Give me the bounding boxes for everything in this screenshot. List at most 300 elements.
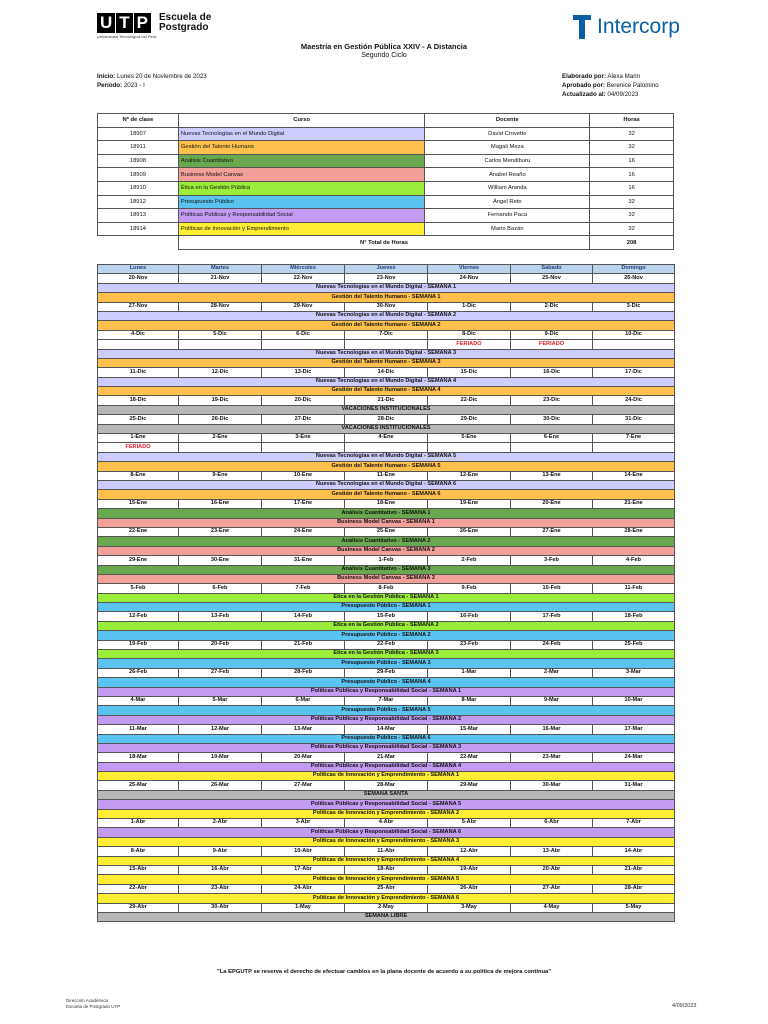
- date-cell: 27-Ene: [511, 527, 593, 536]
- session-row: [98, 311, 675, 320]
- course-code: 18907: [98, 127, 179, 141]
- session-row: [98, 546, 675, 555]
- session-band: Políticas Públicas y Responsabilidad Social - SEMANA 1: [98, 687, 675, 696]
- session-row: [98, 772, 675, 781]
- date-cell: 20-Feb: [179, 640, 262, 649]
- date-cell: 19-Ene: [428, 499, 511, 508]
- date-row: [98, 725, 675, 734]
- course-code: 18914: [98, 222, 179, 236]
- session-row: [98, 358, 675, 367]
- course-code: 18913: [98, 209, 179, 223]
- session-row: [98, 678, 675, 687]
- date-cell: 5-Dic: [179, 330, 262, 339]
- session-row: [98, 293, 675, 302]
- session-row: [98, 490, 675, 499]
- date-cell: 15-Ene: [98, 499, 179, 508]
- date-cell: 4-May: [511, 903, 593, 912]
- date-cell: 28-Nov: [179, 302, 262, 311]
- date-row: [98, 556, 675, 565]
- session-band: Políticas Públicas y Responsabilidad Social - SEMANA 5: [98, 800, 675, 809]
- col-header-course: Curso: [178, 114, 425, 128]
- utp-school-line1: Escuela de: [159, 12, 212, 23]
- date-cell: 21-Nov: [179, 274, 262, 283]
- session-band: Análisis Cuantitativo - SEMANA 1: [98, 509, 675, 518]
- empty-cell: [593, 340, 675, 349]
- page-title: Maestría en Gestión Pública XXIV - A Distancia: [300, 42, 468, 51]
- holiday-cell: FERIADO: [428, 340, 511, 349]
- date-cell: 28-Ene: [593, 527, 675, 536]
- date-cell: 20-Abr: [511, 866, 593, 875]
- date-cell: 23-Nov: [345, 274, 428, 283]
- date-cell: 25-Dic: [98, 415, 179, 424]
- session-band: SEMANA SANTA: [98, 790, 675, 799]
- date-row: [98, 903, 675, 912]
- date-row: [98, 819, 675, 828]
- date-cell: 20-Ene: [511, 499, 593, 508]
- date-cell: 25-Nov: [511, 274, 593, 283]
- session-band: Políticas Públicas y Responsabilidad Social - SEMANA 2: [98, 715, 675, 724]
- course-hours: 32: [590, 141, 674, 155]
- utp-logo: [97, 13, 237, 41]
- date-row: [98, 368, 675, 377]
- date-cell: 31-Mar: [593, 781, 675, 790]
- course-teacher: Ángel Reto: [425, 195, 590, 209]
- date-cell: 27-Feb: [179, 668, 262, 677]
- date-cell: 2-Dic: [511, 302, 593, 311]
- session-band: Business Model Canvas - SEMANA 2: [98, 546, 675, 555]
- intercorp-logo: [573, 15, 693, 41]
- date-cell: 10-Abr: [262, 847, 345, 856]
- date-cell: 2-Abr: [179, 819, 262, 828]
- session-band: SEMANA LIBRE: [98, 912, 675, 921]
- session-band: Ética en la Gestión Pública - SEMANA 1: [98, 593, 675, 602]
- date-cell: 12-Feb: [98, 612, 179, 621]
- calendar-table: [97, 264, 675, 922]
- session-row: [98, 828, 675, 837]
- session-row: [98, 912, 675, 921]
- session-row: [98, 743, 675, 752]
- utp-letter: P: [134, 13, 151, 33]
- course-name: Análisis Cuantitativo: [178, 154, 425, 168]
- date-cell: 1-Ene: [98, 434, 179, 443]
- session-row: [98, 800, 675, 809]
- course-name: Políticas Públicas y Responsabilidad Social: [178, 209, 425, 223]
- total-hours-value: 208: [590, 236, 674, 250]
- empty-cell: [262, 340, 345, 349]
- date-cell: 26-Mar: [179, 781, 262, 790]
- date-cell: 27-Mar: [262, 781, 345, 790]
- session-band: Presupuesto Público - SEMANA 3: [98, 659, 675, 668]
- course-code: 18908: [98, 154, 179, 168]
- elaborado-label: Elaborado por:: [562, 73, 607, 80]
- date-cell: 2-Mar: [511, 668, 593, 677]
- session-row: [98, 734, 675, 743]
- date-cell: 6-Abr: [511, 819, 593, 828]
- date-cell: 5-Abr: [428, 819, 511, 828]
- session-row: [98, 603, 675, 612]
- date-row: [98, 781, 675, 790]
- session-band: Presupuesto Público - SEMANA 5: [98, 706, 675, 715]
- day-header: Miércoles: [262, 265, 345, 274]
- utp-letter: U: [97, 13, 115, 33]
- date-row: [98, 753, 675, 762]
- periodo-value: 2023 - I: [123, 82, 145, 89]
- date-cell: 4-Dic: [98, 330, 179, 339]
- date-cell: 13-Feb: [179, 612, 262, 621]
- course-teacher: William Aranda: [425, 181, 590, 195]
- date-cell: 1-May: [262, 903, 345, 912]
- date-cell: 27-Nov: [98, 302, 179, 311]
- session-row: [98, 875, 675, 884]
- session-row: [98, 565, 675, 574]
- session-row: [98, 321, 675, 330]
- course-teacher: David Crovetto: [425, 127, 590, 141]
- session-band: Políticas Públicas y Responsabilidad Social - SEMANA 6: [98, 828, 675, 837]
- footer-line1: Dirección Académica: [66, 998, 109, 1003]
- date-cell: 8-Mar: [428, 696, 511, 705]
- date-cell: 19-Abr: [428, 866, 511, 875]
- date-cell: 4-Ene: [345, 434, 428, 443]
- empty-cell: [428, 443, 511, 452]
- empty-cell: [593, 443, 675, 452]
- session-row: [98, 706, 675, 715]
- date-cell: 22-Nov: [262, 274, 345, 283]
- empty-cell: [511, 443, 593, 452]
- session-band: Análisis Cuantitativo - SEMANA 2: [98, 537, 675, 546]
- date-cell: 9-Abr: [179, 847, 262, 856]
- session-band: Análisis Cuantitativo - SEMANA 3: [98, 565, 675, 574]
- empty-cell: [179, 443, 262, 452]
- session-row: [98, 715, 675, 724]
- session-row: [98, 650, 675, 659]
- course-name: Nuevas Tecnologías en el Mundo Digital: [178, 127, 425, 141]
- intercorp-name: Intercorp: [597, 15, 680, 38]
- course-hours: 16: [590, 181, 674, 195]
- date-cell: 24-Dic: [593, 396, 675, 405]
- date-cell: 18-Ene: [345, 499, 428, 508]
- session-row: [98, 894, 675, 903]
- session-row: [98, 462, 675, 471]
- date-cell: 30-Nov: [345, 302, 428, 311]
- date-cell: 13-Abr: [511, 847, 593, 856]
- page-subtitle: Segundo Ciclo: [361, 52, 407, 59]
- course-code: 18911: [98, 141, 179, 155]
- date-cell: 8-Dic: [428, 330, 511, 339]
- empty-cell: [98, 340, 179, 349]
- date-cell: 3-Abr: [262, 819, 345, 828]
- date-row: [98, 527, 675, 536]
- col-header-hours: Horas: [590, 114, 674, 128]
- date-row: [98, 584, 675, 593]
- session-band: Nuevas Tecnologías en el Mundo Digital - SEMANA 2: [98, 311, 675, 320]
- date-cell: 23-Dic: [511, 396, 593, 405]
- session-band: Nuevas Tecnologías en el Mundo Digital - SEMANA 6: [98, 480, 675, 489]
- day-header: Lunes: [98, 265, 179, 274]
- session-band: Gestión del Talento Humano - SEMANA 5: [98, 462, 675, 471]
- session-band: Business Model Canvas - SEMANA 1: [98, 518, 675, 527]
- date-cell: 22-Mar: [428, 753, 511, 762]
- date-cell: 20-Nov: [98, 274, 179, 283]
- session-band: Gestión del Talento Humano - SEMANA 3: [98, 358, 675, 367]
- date-cell: 31-Ene: [262, 556, 345, 565]
- empty-cell: [98, 236, 179, 250]
- session-row: [98, 574, 675, 583]
- session-band: Presupuesto Público - SEMANA 2: [98, 631, 675, 640]
- day-header: Jueves: [345, 265, 428, 274]
- day-header: Domingo: [593, 265, 675, 274]
- date-cell: 2-Ene: [179, 434, 262, 443]
- date-cell: 1-Dic: [428, 302, 511, 311]
- date-cell: 16-Ene: [179, 499, 262, 508]
- date-cell: 23-Ene: [179, 527, 262, 536]
- utp-university: Universidad Tecnológica del Perú: [97, 34, 157, 39]
- date-cell: 21-Feb: [262, 640, 345, 649]
- holiday-row: [98, 443, 675, 452]
- date-cell: 16-Dic: [511, 368, 593, 377]
- total-hours-label: N° Total de Horas: [178, 236, 589, 250]
- date-cell: 17-Dic: [593, 368, 675, 377]
- date-cell: 15-Feb: [345, 612, 428, 621]
- date-row: [98, 884, 675, 893]
- date-cell: 22-Abr: [98, 884, 179, 893]
- session-band: Nuevas Tecnologías en el Mundo Digital - SEMANA 1: [98, 283, 675, 292]
- calendar-day-header: [98, 265, 675, 274]
- holiday-cell: FERIADO: [511, 340, 593, 349]
- session-band: Presupuesto Público - SEMANA 4: [98, 678, 675, 687]
- date-cell: 13-Mar: [262, 725, 345, 734]
- session-row: [98, 283, 675, 292]
- date-cell: 14-Dic: [345, 368, 428, 377]
- holiday-cell: FERIADO: [98, 443, 179, 452]
- date-cell: 18-Abr: [345, 866, 428, 875]
- date-cell: 14-Abr: [593, 847, 675, 856]
- date-cell: 12-Mar: [179, 725, 262, 734]
- date-cell: 16-Mar: [511, 725, 593, 734]
- date-cell: 3-Mar: [593, 668, 675, 677]
- date-cell: 22-Ene: [98, 527, 179, 536]
- course-teacher: Anabel Reaño: [425, 168, 590, 182]
- session-row: [98, 659, 675, 668]
- date-cell: 24-Abr: [262, 884, 345, 893]
- course-row: [98, 209, 674, 223]
- session-band: Gestión del Talento Humano - SEMANA 1: [98, 293, 675, 302]
- date-cell: 2-May: [345, 903, 428, 912]
- session-band: Políticas de Innovación y Emprendimiento - SEMANA 2: [98, 809, 675, 818]
- elaborado-value: Alexa Marin: [607, 73, 641, 80]
- date-cell: 27-Abr: [511, 884, 593, 893]
- date-cell: 10-Mar: [593, 696, 675, 705]
- date-cell: 15-Dic: [428, 368, 511, 377]
- date-cell: 5-Ene: [428, 434, 511, 443]
- date-cell: 21-Dic: [345, 396, 428, 405]
- utp-school-line2: Postgrado: [159, 22, 209, 33]
- date-row: [98, 302, 675, 311]
- date-cell: 3-Dic: [593, 302, 675, 311]
- date-cell: 12-Abr: [428, 847, 511, 856]
- date-cell: 5-Mar: [179, 696, 262, 705]
- date-row: [98, 415, 675, 424]
- date-cell: 4-Mar: [98, 696, 179, 705]
- date-cell: 14-Feb: [262, 612, 345, 621]
- date-row: [98, 696, 675, 705]
- session-row: [98, 621, 675, 630]
- session-row: [98, 631, 675, 640]
- course-name: Presupuesto Público: [178, 195, 425, 209]
- date-cell: 7-Abr: [593, 819, 675, 828]
- date-cell: 30-Abr: [179, 903, 262, 912]
- date-cell: 31-Dic: [593, 415, 675, 424]
- session-band: Gestión del Talento Humano - SEMANA 6: [98, 490, 675, 499]
- course-table: [97, 113, 674, 250]
- date-cell: 24-Ene: [262, 527, 345, 536]
- date-cell: 10-Dic: [593, 330, 675, 339]
- course-row: [98, 168, 674, 182]
- course-hours: 16: [590, 168, 674, 182]
- session-row: [98, 809, 675, 818]
- course-teacher: Fernando Paca: [425, 209, 590, 223]
- date-cell: 18-Feb: [593, 612, 675, 621]
- date-row: [98, 866, 675, 875]
- footer-date: 4/09/2023: [672, 1003, 697, 1009]
- session-row: [98, 509, 675, 518]
- date-cell: 7-Ene: [593, 434, 675, 443]
- date-cell: 21-Ene: [593, 499, 675, 508]
- date-cell: 26-Nov: [593, 274, 675, 283]
- date-cell: 11-Feb: [593, 584, 675, 593]
- course-row: [98, 154, 674, 168]
- footer-line2: Escuela de Postgrado UTP: [66, 1004, 121, 1009]
- session-row: [98, 856, 675, 865]
- disclaimer-note: "La EPGUTP se reserva el derecho de efectuar cambios en la plana docente de acuerdo a su política de mejora continua": [217, 969, 551, 975]
- date-cell: 1-Mar: [428, 668, 511, 677]
- session-row: [98, 349, 675, 358]
- date-row: [98, 434, 675, 443]
- date-cell: 30-Dic: [511, 415, 593, 424]
- date-cell: 22-Feb: [345, 640, 428, 649]
- course-code: 18910: [98, 181, 179, 195]
- date-cell: 6-Dic: [262, 330, 345, 339]
- date-cell: 26-Abr: [428, 884, 511, 893]
- session-band: Políticas Públicas y Responsabilidad Social - SEMANA 3: [98, 743, 675, 752]
- session-band: Ética en la Gestión Pública - SEMANA 2: [98, 621, 675, 630]
- date-row: [98, 612, 675, 621]
- session-row: [98, 593, 675, 602]
- date-cell: 17-Ene: [262, 499, 345, 508]
- date-cell: 24-Feb: [511, 640, 593, 649]
- session-row: [98, 537, 675, 546]
- date-cell: 25-Feb: [593, 640, 675, 649]
- empty-cell: [262, 443, 345, 452]
- date-cell: 29-Dic: [428, 415, 511, 424]
- date-cell: 26-Dic: [179, 415, 262, 424]
- date-row: [98, 640, 675, 649]
- col-header-teacher: Docente: [425, 114, 590, 128]
- date-cell: 12-Ene: [428, 471, 511, 480]
- date-cell: 3-Ene: [262, 434, 345, 443]
- session-band: Gestión del Talento Humano - SEMANA 4: [98, 387, 675, 396]
- course-hours: 32: [590, 209, 674, 223]
- session-band: VACACIONES INSTITUCIONALES: [98, 424, 675, 433]
- date-cell: 23-Mar: [511, 753, 593, 762]
- aprobado-value: Berenice Palomino: [606, 82, 659, 89]
- inicio-label: Inicio:: [97, 73, 116, 80]
- course-hours: 32: [590, 127, 674, 141]
- session-band: VACACIONES INSTITUCIONALES: [98, 405, 675, 414]
- utp-school-name: [159, 13, 211, 33]
- date-cell: 12-Dic: [179, 368, 262, 377]
- session-band: Políticas de Innovación y Emprendimiento - SEMANA 5: [98, 875, 675, 884]
- date-cell: 11-Mar: [98, 725, 179, 734]
- date-cell: 28-Mar: [345, 781, 428, 790]
- course-hours: 32: [590, 222, 674, 236]
- date-row: [98, 396, 675, 405]
- periodo-label: Período:: [97, 82, 123, 89]
- date-cell: 14-Mar: [345, 725, 428, 734]
- course-code: 18912: [98, 195, 179, 209]
- session-row: [98, 762, 675, 771]
- date-cell: 13-Dic: [262, 368, 345, 377]
- session-band: Business Model Canvas - SEMANA 3: [98, 574, 675, 583]
- date-cell: 11-Ene: [345, 471, 428, 480]
- session-row: [98, 480, 675, 489]
- date-cell: 8-Feb: [345, 584, 428, 593]
- date-cell: 17-Abr: [262, 866, 345, 875]
- session-band: Políticas de Innovación y Emprendimiento - SEMANA 3: [98, 837, 675, 846]
- course-row: [98, 141, 674, 155]
- date-cell: 16-Abr: [179, 866, 262, 875]
- date-cell: 2-Feb: [428, 556, 511, 565]
- session-row: [98, 405, 675, 414]
- date-cell: 3-Feb: [511, 556, 593, 565]
- utp-letter: T: [116, 13, 132, 33]
- date-cell: 29-Ene: [98, 556, 179, 565]
- date-cell: 29-Mar: [428, 781, 511, 790]
- course-row: [98, 181, 674, 195]
- course-name: Ética en la Gestión Pública: [178, 181, 425, 195]
- meta-left: [97, 72, 207, 90]
- day-header: Sábado: [511, 265, 593, 274]
- date-cell: 15-Abr: [98, 866, 179, 875]
- session-row: [98, 837, 675, 846]
- date-cell: 19-Feb: [98, 640, 179, 649]
- session-row: [98, 424, 675, 433]
- date-cell: 23-Feb: [428, 640, 511, 649]
- date-cell: 1-Feb: [345, 556, 428, 565]
- date-cell: 5-Feb: [98, 584, 179, 593]
- date-cell: 30-Ene: [179, 556, 262, 565]
- date-cell: 10-Feb: [511, 584, 593, 593]
- date-cell: 29-Abr: [98, 903, 179, 912]
- date-cell: 9-Feb: [428, 584, 511, 593]
- date-cell: 7-Dic: [345, 330, 428, 339]
- aprobado-label: Aprobado por:: [562, 82, 605, 89]
- date-cell: 11-Abr: [345, 847, 428, 856]
- date-cell: 25-Ene: [345, 527, 428, 536]
- date-cell: 14-Ene: [593, 471, 675, 480]
- date-cell: 25-Abr: [345, 884, 428, 893]
- date-cell: 21-Abr: [593, 866, 675, 875]
- date-cell: 24-Mar: [593, 753, 675, 762]
- course-row: [98, 195, 674, 209]
- session-band: Nuevas Tecnologías en el Mundo Digital - SEMANA 4: [98, 377, 675, 386]
- session-band: Presupuesto Público - SEMANA 1: [98, 603, 675, 612]
- date-row: [98, 668, 675, 677]
- inicio-value: Lunes 20 de Noviembre de 2023: [116, 73, 207, 80]
- session-band: Políticas de Innovación y Emprendimiento - SEMANA 1: [98, 772, 675, 781]
- course-teacher: Carlos Mendiburu: [425, 154, 590, 168]
- date-row: [98, 274, 675, 283]
- date-cell: 29-Feb: [345, 668, 428, 677]
